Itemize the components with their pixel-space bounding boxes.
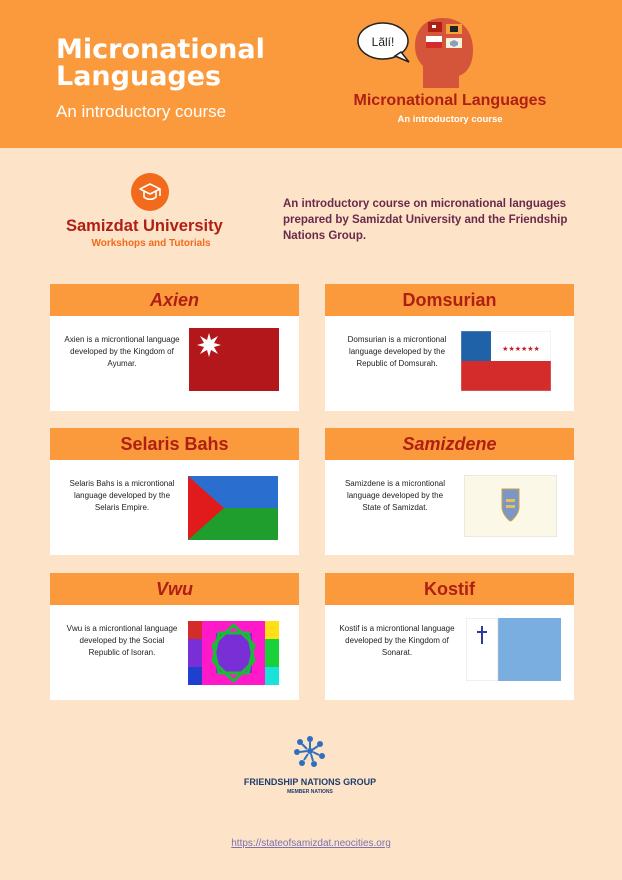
language-card-selaris-bahs	[50, 428, 299, 555]
website-link[interactable]: https://stateofsamizdat.neocities.org	[231, 838, 391, 849]
header-banner	[0, 0, 622, 148]
language-card-vwu	[50, 573, 299, 700]
domsurian-flag-icon	[461, 331, 551, 391]
page-subtitle: An introductory course	[56, 102, 227, 121]
language-description: Axien is a microntional language developed by the Kingdom of Ayumar.	[64, 335, 180, 368]
language-card-axien	[50, 284, 299, 411]
university-name: Samizdat University	[66, 217, 223, 235]
graduation-cap-icon	[131, 173, 169, 211]
friendship-nations-logo-icon	[289, 730, 331, 772]
language-card-domsurian	[325, 284, 574, 411]
language-name: Kostif	[325, 573, 574, 605]
kostif-flag-icon	[466, 618, 561, 681]
logo-subtitle: An introductory course	[397, 114, 503, 125]
intro-text: An introductory course on micronational languages prepared by Samizdat University and the Friendship Nations Group.	[283, 198, 568, 242]
language-description: Samizdene is a microntional language developed by the State of Samizdat.	[344, 479, 446, 512]
language-description: Vwu is a microntional language developed by the Social Republic of Isoran.	[66, 624, 178, 657]
university-tagline: Workshops and Tutorials	[91, 238, 211, 249]
language-name: Axien	[50, 284, 299, 316]
samizdene-flag-icon	[464, 475, 557, 537]
head-logo-icon	[355, 14, 475, 90]
page-title: Micronational Languages	[56, 34, 265, 92]
logo-title: Micronational Languages	[353, 92, 547, 109]
language-description: Domsurian is a microntional language developed by the Republic of Domsurah.	[347, 335, 447, 368]
svg-text:★★★★★★: ★★★★★★	[502, 345, 540, 353]
axien-flag-icon	[189, 328, 279, 391]
group-subtitle: MEMBER NATIONS	[287, 789, 333, 795]
language-card-samizdene	[325, 428, 574, 555]
language-name: Domsurian	[325, 284, 574, 316]
language-description: Kostif is a microntional language developed by the Kingdom of Sonarat.	[339, 624, 455, 657]
selaris-bahs-flag-icon	[188, 476, 278, 540]
language-name: Samizdene	[325, 428, 574, 460]
language-card-kostif	[325, 573, 574, 700]
logo-speech-text: Lãlí!	[371, 35, 395, 49]
language-name: Vwu	[50, 573, 299, 605]
language-name: Selaris Bahs	[50, 428, 299, 460]
group-name: FRIENDSHIP NATIONS GROUP	[243, 777, 377, 787]
vwu-flag-icon	[188, 621, 279, 685]
language-description: Selaris Bahs is a microntional language developed by the Selaris Empire.	[69, 479, 175, 512]
